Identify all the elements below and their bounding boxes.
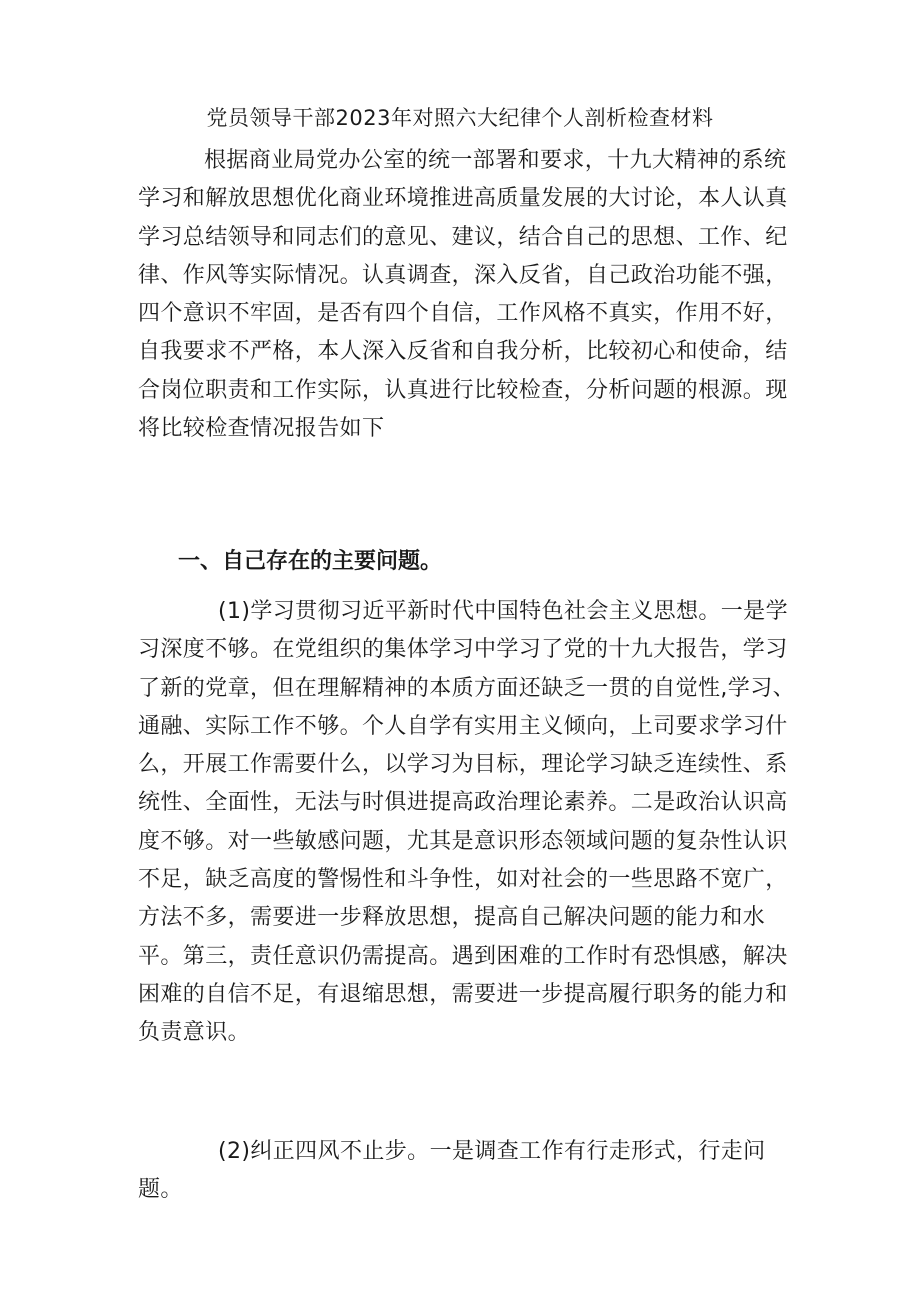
- intro-paragraph: 根据商业局党办公室的统一部署和要求，十九大精神的系统学习和解放思想优化商业环境推进高质量发展的大讨论，本人认真学习总结领导和同志们的意见、建议，结合自己的思想、工作、纪律、作风等实际情况。认真调查，深入反省，自己政治功能不强，四个意识不牢固，是否有四个自信，工作风格不真实，作用不好，自我要求不严格，本人深入反省和自我分析，比较初心和使命，结合岗位职责和工作实际，认真进行比较检查，分析问题的根源。现将比较检查情况报告如下: [138, 148, 788, 442]
- document-title: 党员领导干部2023年对照六大纪律个人剖析检查材料: [206, 106, 714, 130]
- section-heading: 一、自己存在的主要问题。: [178, 549, 443, 574]
- item-1-paragraph: (1)学习贯彻习近平新时代中国特色社会主义思想。一是学习深度不够。在党组织的集体学习中学习了党的十九大报告，学习了新的党章，但在理解精神的本质方面还缺乏一贯的自觉性,学习、通融、实际工作不够。个人自学有实用主义倾向，上司要求学习什么，开展工作需要什么，以学习为目标，理论学习缺乏连续性、系统性、全面性，无法与时俱进提高政治理论素养。二是政治认识高度不够。对一些敏感问题，尤其是意识形态领域问题的复杂性认识不足，缺乏高度的警惕性和斗争性，如对社会的一些思路不宽广，方法不多，需要进一步释放思想，提高自己解决问题的能力和水平。第三，责任意识仍需提高。遇到困难的工作时有恐惧感，解决困难的自信不足，有退缩思想，需要进一步提高履行职务的能力和负责意识。: [138, 599, 795, 1046]
- item-2-paragraph: (2)纠正四风不止步。一是调查工作有行走形式，行走问题。: [138, 1139, 766, 1203]
